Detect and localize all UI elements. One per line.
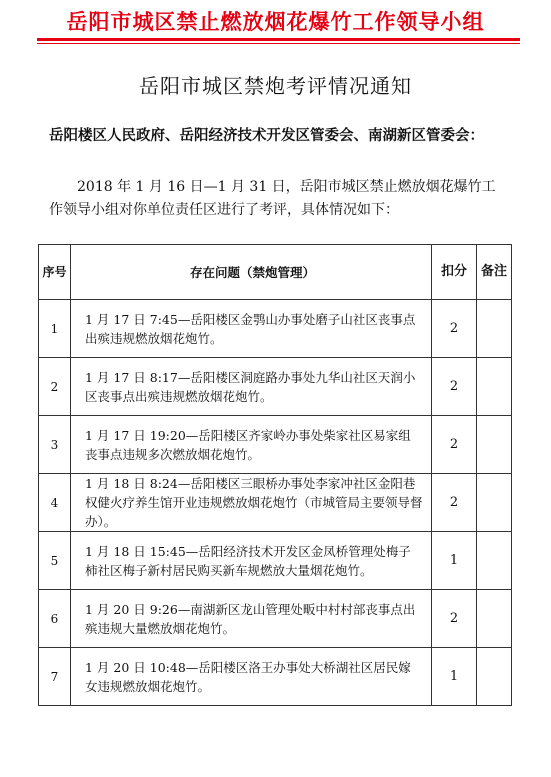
table-row	[39, 532, 512, 590]
row-no: 2	[39, 358, 71, 416]
row-no: 5	[39, 532, 71, 590]
header-title: 岳阳市城区禁止燃放烟花爆竹工作领导小组	[66, 10, 485, 34]
table-row	[39, 416, 512, 474]
row-issue: 1 月 18 日 15:45—岳阳经济技术开发区金凤桥管理处梅子柿社区梅子新村居民购买新车规燃放大量烟花炮竹。	[71, 532, 432, 590]
row-score: 1	[432, 532, 477, 590]
row-note	[477, 358, 512, 416]
row-note	[477, 532, 512, 590]
header-note: 备注	[477, 245, 512, 300]
table-row	[39, 590, 512, 648]
header-score: 扣分	[432, 245, 477, 300]
row-score: 2	[432, 474, 477, 532]
table-header-row	[39, 245, 512, 300]
recipient-line: 岳阳楼区人民政府、岳阳经济技术开发区管委会、南湖新区管委会：	[49, 127, 484, 144]
row-score: 2	[432, 590, 477, 648]
table-row	[39, 358, 512, 416]
row-issue: 1 月 17 日 8:17—岳阳楼区洞庭路办事处九华山社区天润小区丧事点出殡违规燃放烟花炮竹。	[71, 358, 432, 416]
row-issue: 1 月 20 日 9:26—南湖新区龙山管理处畈中村村部丧事点出殡违规大量燃放烟花炮竹。	[71, 590, 432, 648]
header-issue: 存在问题（禁炮管理）	[71, 245, 432, 300]
row-note	[477, 474, 512, 532]
row-score: 1	[432, 648, 477, 706]
row-score: 2	[432, 358, 477, 416]
table-row	[39, 648, 512, 706]
row-note	[477, 590, 512, 648]
row-note	[477, 300, 512, 358]
row-issue: 1 月 17 日 19:20—岳阳楼区齐家岭办事处柴家社区易家组丧事点违规多次燃放烟花炮竹。	[71, 416, 432, 474]
row-note	[477, 416, 512, 474]
table-row	[39, 300, 512, 358]
row-score: 2	[432, 300, 477, 358]
document-title: 岳阳市城区禁炮考评情况通知	[139, 74, 412, 98]
row-score: 2	[432, 416, 477, 474]
row-no: 3	[39, 416, 71, 474]
row-no: 7	[39, 648, 71, 706]
header-rule-thick	[37, 38, 520, 41]
table-row	[39, 474, 512, 532]
row-issue: 1 月 18 日 8:24—岳阳楼区三眼桥办事处李家冲社区金阳巷权健火疗养生馆开业违规燃放烟花炮竹（市城管局主要领导督办）。	[71, 474, 432, 532]
row-no: 4	[39, 474, 71, 532]
evaluation-table	[38, 244, 512, 706]
row-no: 6	[39, 590, 71, 648]
row-note	[477, 648, 512, 706]
row-issue: 1 月 20 日 10:48—岳阳楼区洛王办事处大桥湖社区居民嫁女违规燃放烟花炮竹。	[71, 648, 432, 706]
header-rule-thin	[37, 43, 520, 44]
intro-paragraph: 2018 年 1 月 16 日—1 月 31 日，岳阳市城区禁止燃放烟花爆竹工作领导小组对你单位责任区进行了考评，具体情况如下：	[49, 179, 496, 218]
row-issue: 1 月 17 日 7:45—岳阳楼区金鹗山办事处磨子山社区丧事点出殡违规燃放烟花炮竹。	[71, 300, 432, 358]
header-no: 序号	[39, 245, 71, 300]
row-no: 1	[39, 300, 71, 358]
